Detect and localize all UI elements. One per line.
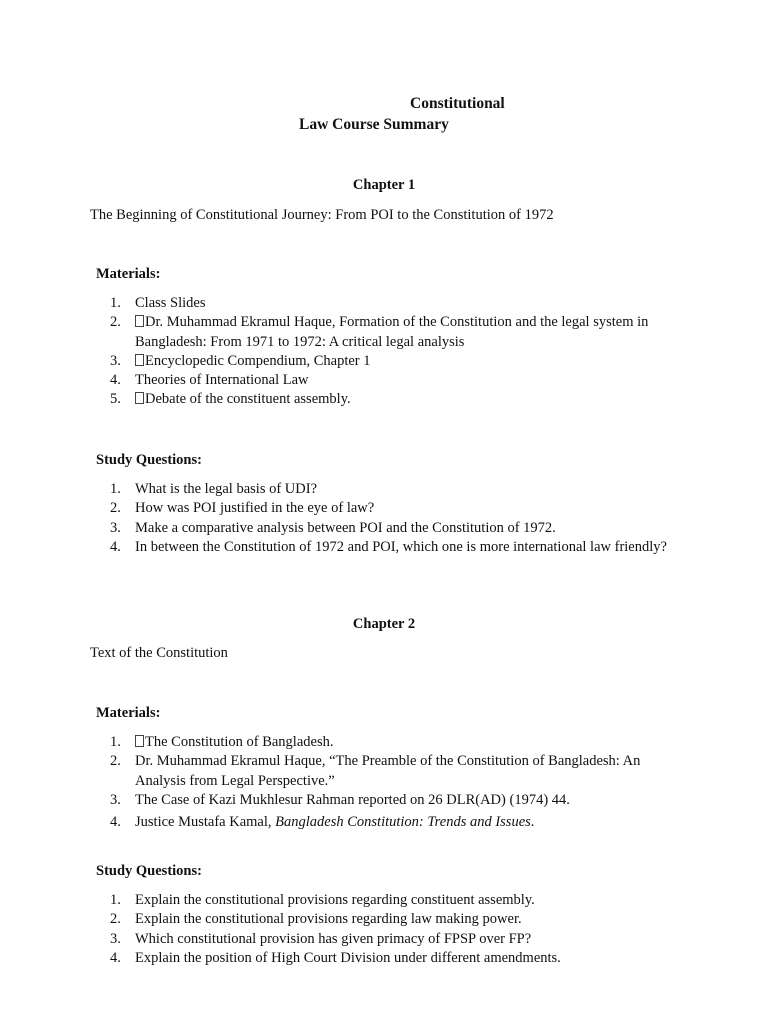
list-number: 1. [110, 734, 121, 750]
study-questions-heading: Study Questions: [96, 863, 202, 879]
list-number: 3. [110, 930, 121, 947]
list-item-text: In between the Constitution of 1972 and POI, which one is more international law friendly? [135, 538, 667, 555]
missing-glyph-icon [135, 735, 144, 747]
list-number: 2. [110, 500, 121, 517]
list-item [110, 813, 690, 832]
list-item [110, 480, 690, 499]
list-item-text: How was POI justified in the eye of law? [135, 500, 375, 517]
list-item [110, 352, 690, 371]
missing-glyph-icon [135, 392, 144, 404]
materials-heading: Materials: [96, 705, 161, 721]
list-item-text: Dr. Muhammad Ekramul Haque, “The Preamble of the Constitution of Bangladesh: An Analysis from Legal Perspective.” [135, 753, 641, 789]
list-item-text-end: . [530, 814, 535, 831]
list-item [110, 538, 690, 557]
list-item [110, 910, 690, 929]
list-number: 2. [110, 911, 121, 928]
chapter-heading: Chapter 1 [352, 177, 416, 193]
list-item-text: Debate of the constituent assembly. [145, 391, 351, 408]
list-item [110, 791, 690, 810]
list-number: 1. [110, 481, 121, 497]
document-title-line2: Law Course Summary [299, 116, 449, 133]
list-item [110, 390, 690, 409]
chapter-subtitle: The Beginning of Constitutional Journey: From POI to the Constitution of 1972 [90, 207, 554, 223]
chapter-subtitle: Text of the Constitution [90, 645, 228, 661]
list-number: 2. [110, 753, 121, 770]
list-number: 3. [110, 791, 121, 808]
list-item [110, 294, 690, 313]
missing-glyph-icon [135, 354, 144, 366]
list-item [110, 519, 690, 538]
materials-heading: Materials: [96, 266, 161, 282]
list-number: 1. [110, 892, 121, 908]
list-item [110, 371, 690, 390]
list-item-text: The Case of Kazi Mukhlesur Rahman reported on 26 DLR(AD) (1974) 44. [135, 791, 570, 808]
list-item-text: Explain the constitutional provisions regarding law making power. [135, 911, 522, 928]
list-item [110, 499, 690, 518]
list-item-text: Make a comparative analysis between POI and the Constitution of 1972. [135, 519, 556, 536]
list-item-text: Which constitutional provision has given primacy of FPSP over FP? [135, 930, 532, 947]
list-number: 4. [110, 538, 121, 555]
list-item [110, 313, 690, 352]
study-questions-list [110, 480, 690, 557]
list-item [110, 733, 690, 752]
list-item-text: Explain the constitutional provisions regarding constituent assembly. [135, 892, 535, 908]
list-number: 3. [110, 352, 121, 369]
study-questions-list [110, 891, 690, 968]
missing-glyph-icon [135, 315, 144, 327]
list-number: 4. [110, 372, 121, 389]
list-item-text: Class Slides [135, 295, 206, 311]
study-questions-heading: Study Questions: [96, 452, 202, 468]
list-item-text: Dr. Muhammad Ekramul Haque, Formation of the Constitution and the legal system in Bangladesh: From 1971 to 1972: A critical legal analysis [135, 314, 649, 350]
list-item-text: Justice Mustafa Kamal, [135, 814, 276, 831]
list-item [110, 752, 690, 791]
materials-list [110, 294, 690, 410]
list-number: 1. [110, 295, 121, 311]
list-item-text: Explain the position of High Court Division under different amendments. [135, 949, 561, 966]
list-item-text: Theories of International Law [135, 372, 309, 389]
list-number: 4. [110, 814, 121, 831]
list-item [110, 930, 690, 949]
list-number: 5. [110, 391, 121, 408]
list-number: 2. [110, 314, 121, 331]
book-title: Bangladesh Constitution: Trends and Issues [275, 814, 531, 831]
document-title-line1: Constitutional [410, 95, 505, 112]
list-item-text: What is the legal basis of UDI? [135, 481, 318, 497]
list-number: 4. [110, 949, 121, 966]
list-item-text: The Constitution of Bangladesh. [145, 734, 334, 750]
list-item [110, 949, 690, 968]
list-item-text: Encyclopedic Compendium, Chapter 1 [145, 352, 371, 369]
list-number: 3. [110, 519, 121, 536]
materials-list [110, 733, 690, 832]
chapter-heading: Chapter 2 [352, 616, 416, 632]
list-item [110, 891, 690, 910]
